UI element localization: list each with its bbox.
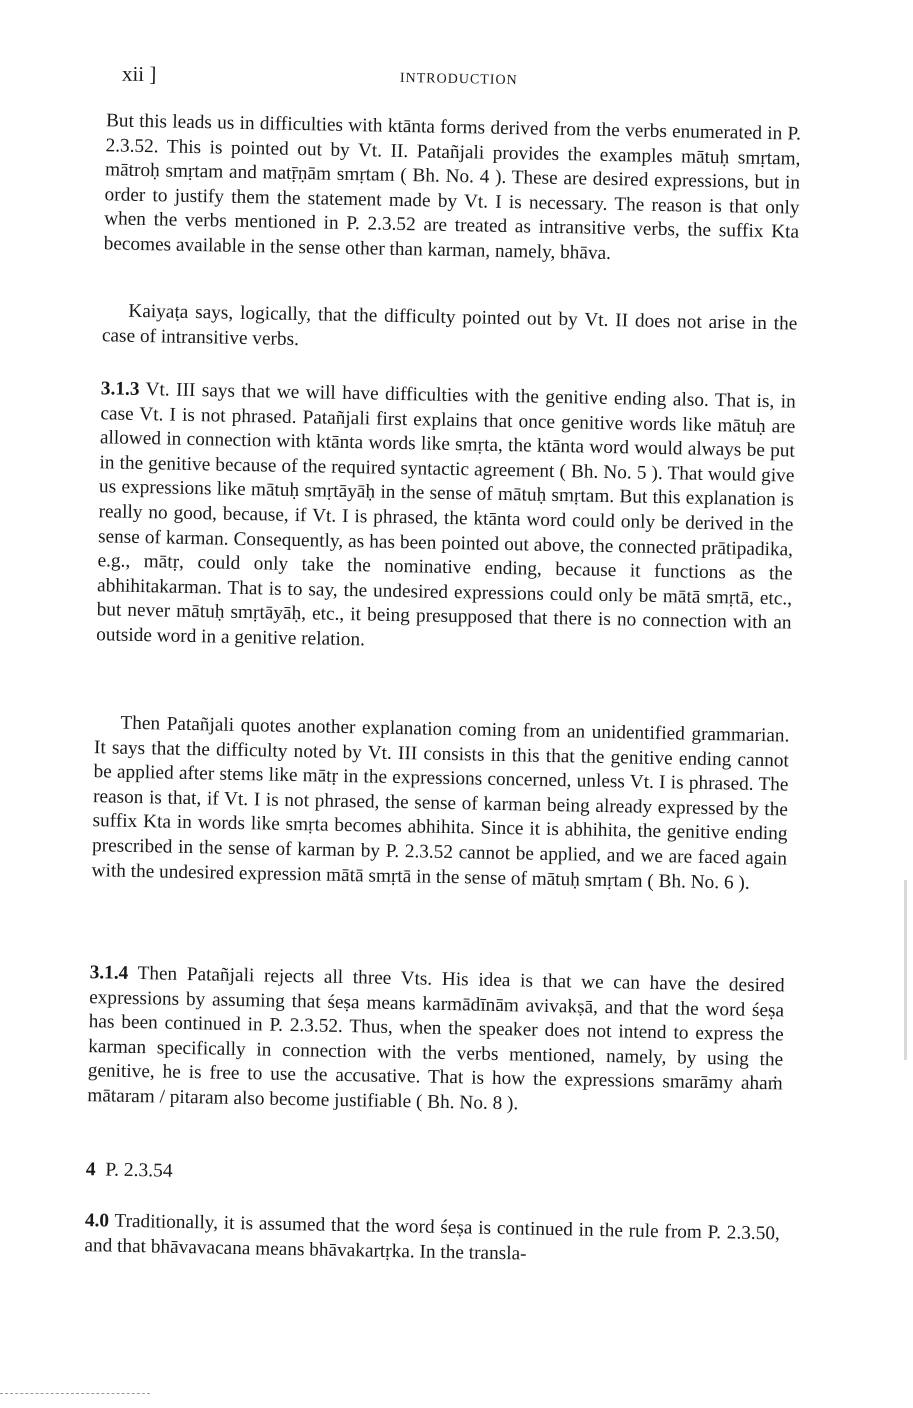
- section-heading: [86, 1159, 173, 1183]
- paragraph-2: [102, 299, 798, 362]
- section-number: 3.1.4: [89, 962, 129, 984]
- paragraph-3-1-4: [87, 961, 785, 1122]
- paragraph-text: Vt. III says that we will have difficulties with the genitive ending also. That is, in case Vt. I is not phrased. Patañjali first explains that once genitive words like mātuḥ are allowed in connection with ktānta words like smṛta, the ktānta word would always be put in the genitive because of the required syntactic agreement ( Bh. No. 5 ). That would give us expressions like mātuḥ smṛtāyāḥ in the sense of mātuḥ smṛtam. But this explanation is really no good, because, if Vt. I is phrased, the ktānta word could only be derived in the sense of karman. Consequently, as has been pointed out above, the connected prātipadika, e.g., mātṛ, could only take the nominative ending, because it functions as the abhihitakarman. That is to say, the undesired expressions could only be mātā smṛtā, etc., but never mātuḥ smṛtāyāḥ, etc., it being presupposed that there is no connection with an outside word in a genitive relation.: [95, 379, 796, 651]
- scan-edge-shadow: [904, 880, 907, 1060]
- running-title: INTRODUCTION: [399, 70, 518, 89]
- paragraph-text: But this leads us in difficulties with ktānta forms derived from the verbs enumerated in P. 2.3.52. This is pointed out by Vt. II. Patañjali provides the examples mātuḥ smṛtam, mātroḥ smṛtam and matṝṇām smṛtam ( Bh. No. 4 ). These are desired expressions, but in order to justify them the statement made by Vt. I is necessary. The reason is that only when the verbs mentioned in P. 2.3.52 are treated as intransitive verbs, the suffix Kta becomes available in the sense other than karman, namely, bhāva.: [103, 110, 802, 264]
- paragraph-text: Kaiyaṭa says, logically, that the difficulty pointed out by Vt. II does not arise in the case of intransitive verbs.: [101, 300, 798, 350]
- section-heading-number: 4: [85, 1159, 96, 1181]
- page-number: xii ]: [121, 61, 157, 87]
- section-number: 3.1.3: [100, 378, 140, 400]
- paragraph-3-1-3: [96, 377, 796, 661]
- section-heading-text: P. 2.3.54: [105, 1159, 173, 1182]
- paragraph-4: [91, 711, 789, 896]
- paragraph-text: Then Patañjali quotes another explanation coming from an unidentified grammarian. It says that the difficulty noted by Vt. III consists in this that the genitive ending cannot be applied after stems like mātṛ in the expressions concerned, unless Vt. I is phrased. The reason is that, if Vt. I is not phrased, the sense of karman being already expressed by the suffix Kta in words like smṛta becomes abhihita. Since it is abhihita, the genitive ending prescribed in the sense of karman by P. 2.3.52 cannot be applied, and we are faced again with the undesired expression mātā smṛtā in the sense of mātuḥ smṛtam ( Bh. No. 6 ).: [91, 712, 790, 894]
- section-number: 4.0: [84, 1210, 110, 1232]
- scan-bottom-mark: [0, 1393, 150, 1395]
- paragraph-text: Then Patañjali rejects all three Vts. His idea is that we can have the desired expressions by assuming that śeṣa means karmādīnām avivakṣā, and that the word śeṣa has been continued in P. 2.3.52. Thus, when the speaker does not intend to express the karman specifically in connection with the verbs mentioned, namely, by using the genitive, he is free to use the accusative. That is how the expressions smarāmy ahaṁ mātaram / pitaram also become justifiable ( Bh. No. 8 ).: [87, 963, 785, 1115]
- paragraph-1: [103, 109, 801, 270]
- running-header: [122, 62, 802, 103]
- paragraph-4-0: [84, 1209, 780, 1272]
- paragraph-text: Traditionally, it is assumed that the word śeṣa is continued in the rule from P. 2.3.50, and that bhāvavacana means bhāvakartṛka. In the transla-: [84, 1210, 781, 1265]
